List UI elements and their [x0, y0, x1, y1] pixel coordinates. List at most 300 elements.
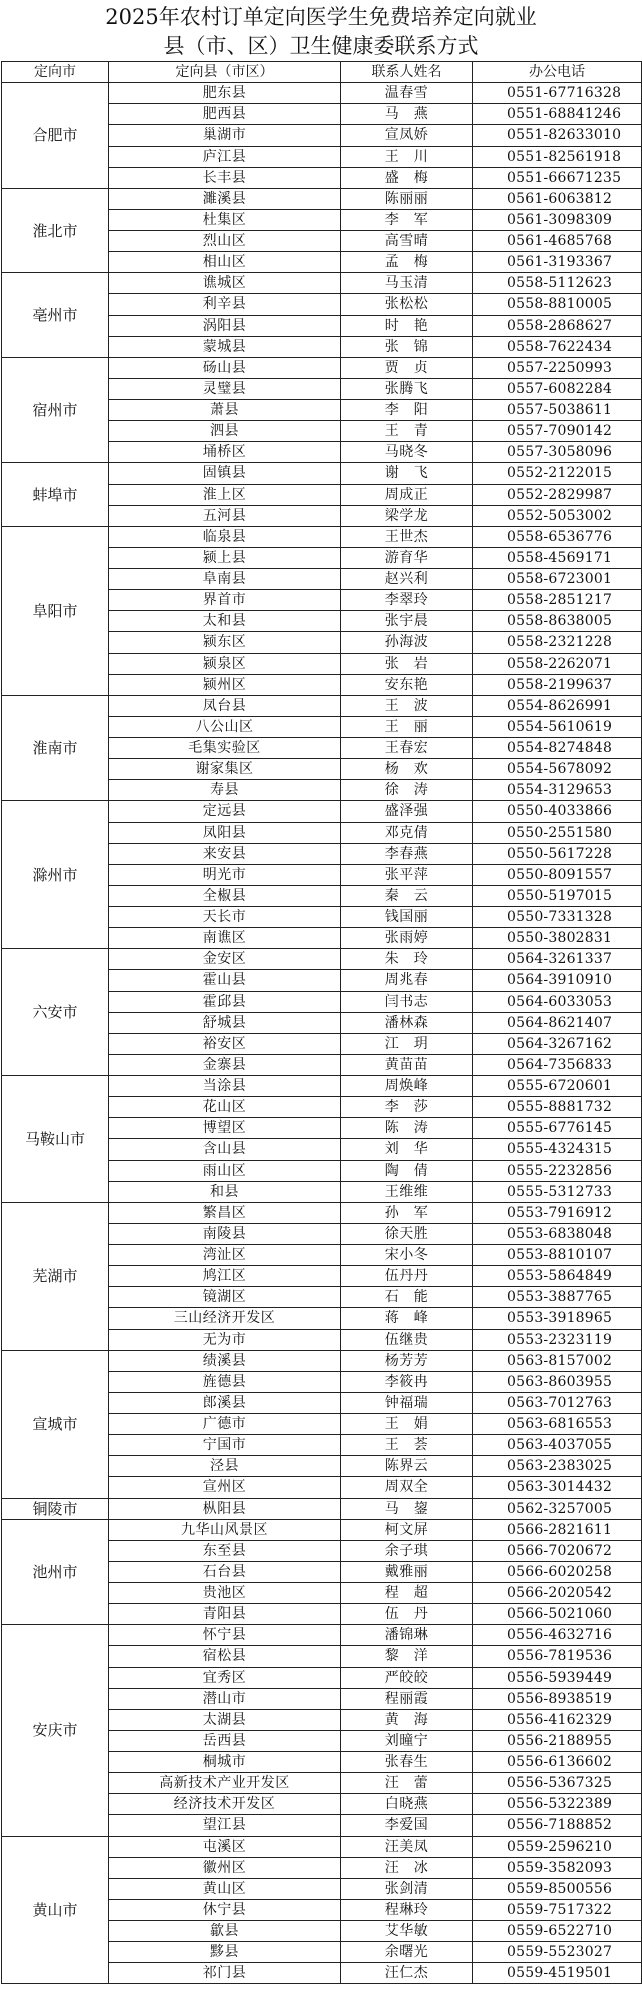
contact-cell: 贾 贞	[341, 357, 473, 378]
phone-cell: 0558-2262071	[473, 653, 642, 674]
county-cell: 蒙城县	[109, 336, 341, 357]
contact-cell: 马 鋆	[341, 1498, 473, 1519]
phone-cell: 0553-7916912	[473, 1202, 642, 1223]
contact-cell: 陈丽丽	[341, 188, 473, 209]
county-cell: 毛集实验区	[109, 738, 341, 759]
phone-cell: 0559-3582093	[473, 1857, 642, 1878]
table-row	[2, 273, 642, 294]
contact-cell: 邓克倩	[341, 822, 473, 843]
phone-cell: 0562-3257005	[473, 1498, 642, 1519]
header-city: 定向市	[2, 62, 109, 83]
phone-cell: 0553-8810107	[473, 1245, 642, 1266]
phone-cell: 0554-5610619	[473, 716, 642, 737]
county-cell: 桐城市	[109, 1752, 341, 1773]
contact-cell: 李爱国	[341, 1815, 473, 1836]
phone-cell: 0563-8603955	[473, 1371, 642, 1392]
phone-cell: 0553-3918965	[473, 1308, 642, 1329]
phone-cell: 0554-3129653	[473, 780, 642, 801]
city-cell: 淮北市	[2, 188, 109, 273]
contact-cell: 王 娟	[341, 1414, 473, 1435]
county-cell: 绩溪县	[109, 1350, 341, 1371]
phone-cell: 0561-3098309	[473, 209, 642, 230]
county-cell: 烈山区	[109, 231, 341, 252]
contact-cell: 余曙光	[341, 1942, 473, 1963]
phone-cell: 0551-66671235	[473, 167, 642, 188]
county-cell: 肥东县	[109, 83, 341, 104]
contact-cell: 张雨婷	[341, 928, 473, 949]
contact-cell: 梁学龙	[341, 505, 473, 526]
county-cell: 砀山县	[109, 357, 341, 378]
county-cell: 天长市	[109, 907, 341, 928]
contact-cell: 汪美凤	[341, 1836, 473, 1857]
phone-cell: 0564-3261337	[473, 949, 642, 970]
table-row	[2, 463, 642, 484]
phone-cell: 0558-8638005	[473, 611, 642, 632]
county-cell: 巢湖市	[109, 125, 341, 146]
phone-cell: 0557-2250993	[473, 357, 642, 378]
phone-cell: 0553-5864849	[473, 1266, 642, 1287]
phone-cell: 0566-2020542	[473, 1583, 642, 1604]
contact-cell: 盛泽强	[341, 801, 473, 822]
county-cell: 黟县	[109, 1942, 341, 1963]
phone-cell: 0556-5322389	[473, 1794, 642, 1815]
phone-cell: 0556-6136602	[473, 1752, 642, 1773]
contact-cell: 戴雅丽	[341, 1561, 473, 1582]
contact-cell: 马 燕	[341, 104, 473, 125]
phone-cell: 0558-2851217	[473, 590, 642, 611]
county-cell: 含山县	[109, 1139, 341, 1160]
table-row	[2, 1519, 642, 1540]
contact-cell: 程琳玲	[341, 1899, 473, 1920]
county-cell: 徽州区	[109, 1857, 341, 1878]
contact-cell: 钟福瑞	[341, 1392, 473, 1413]
city-cell: 淮南市	[2, 695, 109, 801]
phone-cell: 0557-3058096	[473, 442, 642, 463]
table-row	[2, 1076, 642, 1097]
contact-cell: 游育华	[341, 547, 473, 568]
phone-cell: 0559-2596210	[473, 1836, 642, 1857]
county-cell: 凤台县	[109, 695, 341, 716]
contact-cell: 王世杰	[341, 526, 473, 547]
header-phone: 办公电话	[473, 62, 642, 83]
phone-cell: 0558-6536776	[473, 526, 642, 547]
county-cell: 利辛县	[109, 294, 341, 315]
county-cell: 明光市	[109, 864, 341, 885]
phone-cell: 0563-6816553	[473, 1414, 642, 1435]
phone-cell: 0564-3267162	[473, 1033, 642, 1054]
county-cell: 屯溪区	[109, 1836, 341, 1857]
phone-cell: 0558-7622434	[473, 336, 642, 357]
contact-cell: 安东艳	[341, 674, 473, 695]
contact-cell: 张 锦	[341, 336, 473, 357]
city-cell: 安庆市	[2, 1625, 109, 1836]
phone-cell: 0561-3193367	[473, 252, 642, 273]
contact-cell: 周成正	[341, 484, 473, 505]
phone-cell: 0558-4569171	[473, 547, 642, 568]
phone-cell: 0563-3014432	[473, 1477, 642, 1498]
county-cell: 枞阳县	[109, 1498, 341, 1519]
contact-cell: 张 岩	[341, 653, 473, 674]
table-row	[2, 357, 642, 378]
county-cell: 金寨县	[109, 1054, 341, 1075]
county-cell: 凤阳县	[109, 822, 341, 843]
phone-cell: 0566-7020672	[473, 1540, 642, 1561]
county-cell: 太和县	[109, 611, 341, 632]
contact-cell: 闫书志	[341, 991, 473, 1012]
county-cell: 八公山区	[109, 716, 341, 737]
phone-cell: 0566-6020258	[473, 1561, 642, 1582]
phone-cell: 0550-5197015	[473, 885, 642, 906]
city-cell: 池州市	[2, 1519, 109, 1625]
table-row	[2, 801, 642, 822]
contact-cell: 王 青	[341, 421, 473, 442]
table-body	[2, 83, 642, 1984]
county-cell: 淮上区	[109, 484, 341, 505]
contact-cell: 马晓冬	[341, 442, 473, 463]
county-cell: 阜南县	[109, 569, 341, 590]
phone-cell: 0554-8274848	[473, 738, 642, 759]
table-row	[2, 526, 642, 547]
contact-cell: 黎 洋	[341, 1646, 473, 1667]
city-cell: 亳州市	[2, 273, 109, 358]
county-cell: 定远县	[109, 801, 341, 822]
phone-cell: 0556-4162329	[473, 1709, 642, 1730]
contact-cell: 盛 梅	[341, 167, 473, 188]
contact-cell: 刘 华	[341, 1139, 473, 1160]
city-cell: 合肥市	[2, 83, 109, 189]
phone-cell: 0555-6720601	[473, 1076, 642, 1097]
county-cell: 郎溪县	[109, 1392, 341, 1413]
county-cell: 裕安区	[109, 1033, 341, 1054]
contact-cell: 汪仁杰	[341, 1963, 473, 1984]
county-cell: 宁国市	[109, 1435, 341, 1456]
county-cell: 休宁县	[109, 1899, 341, 1920]
phone-cell: 0555-8881732	[473, 1097, 642, 1118]
contact-cell: 张春生	[341, 1752, 473, 1773]
phone-cell: 0557-7090142	[473, 421, 642, 442]
phone-cell: 0563-7012763	[473, 1392, 642, 1413]
phone-cell: 0553-3887765	[473, 1287, 642, 1308]
contact-cell: 黄苗苗	[341, 1054, 473, 1075]
phone-cell: 0564-3910910	[473, 970, 642, 991]
phone-cell: 0559-4519501	[473, 1963, 642, 1984]
county-cell: 雨山区	[109, 1160, 341, 1181]
contact-cell: 石 能	[341, 1287, 473, 1308]
contact-cell: 潘锦琳	[341, 1625, 473, 1646]
contact-cell: 张宇晨	[341, 611, 473, 632]
contact-cell: 张松松	[341, 294, 473, 315]
phone-cell: 0550-3802831	[473, 928, 642, 949]
county-cell: 繁昌区	[109, 1202, 341, 1223]
table-row	[2, 1350, 642, 1371]
county-cell: 全椒县	[109, 885, 341, 906]
phone-cell: 0563-4037055	[473, 1435, 642, 1456]
phone-cell: 0563-2383025	[473, 1456, 642, 1477]
phone-cell: 0564-6033053	[473, 991, 642, 1012]
county-cell: 霍邱县	[109, 991, 341, 1012]
contact-cell: 马玉清	[341, 273, 473, 294]
contact-cell: 李 军	[341, 209, 473, 230]
county-cell: 泾县	[109, 1456, 341, 1477]
county-cell: 湾沚区	[109, 1245, 341, 1266]
city-cell: 黄山市	[2, 1836, 109, 1984]
title-line-1: 2025年农村订单定向医学生免费培养定向就业	[105, 5, 537, 29]
county-cell: 颍东区	[109, 632, 341, 653]
phone-cell: 0566-2821611	[473, 1519, 642, 1540]
contact-cell: 张腾飞	[341, 378, 473, 399]
county-cell: 祁门县	[109, 1963, 341, 1984]
title-line-2: 县（市、区）卫生健康委联系方式	[163, 34, 479, 58]
phone-cell: 0555-4324315	[473, 1139, 642, 1160]
phone-cell: 0551-67716328	[473, 83, 642, 104]
contact-cell: 汪 蕾	[341, 1773, 473, 1794]
county-cell: 黄山区	[109, 1878, 341, 1899]
contact-cell: 严皎皎	[341, 1667, 473, 1688]
contact-cell: 宋小冬	[341, 1245, 473, 1266]
county-cell: 九华山风景区	[109, 1519, 341, 1540]
phone-cell: 0553-6838048	[473, 1223, 642, 1244]
contact-cell: 伍 丹	[341, 1604, 473, 1625]
phone-cell: 0551-68841246	[473, 104, 642, 125]
county-cell: 来安县	[109, 843, 341, 864]
county-cell: 谯城区	[109, 273, 341, 294]
county-cell: 石台县	[109, 1561, 341, 1582]
phone-cell: 0553-2323119	[473, 1329, 642, 1350]
header-contact: 联系人姓名	[341, 62, 473, 83]
contact-cell: 高雪晴	[341, 231, 473, 252]
county-cell: 相山区	[109, 252, 341, 273]
county-cell: 广德市	[109, 1414, 341, 1435]
city-cell: 六安市	[2, 949, 109, 1076]
contact-cell: 王春宏	[341, 738, 473, 759]
county-cell: 涡阳县	[109, 315, 341, 336]
county-cell: 庐江县	[109, 146, 341, 167]
contact-cell: 李 莎	[341, 1097, 473, 1118]
county-cell: 经济技术开发区	[109, 1794, 341, 1815]
contact-cell: 温春雪	[341, 83, 473, 104]
county-cell: 旌德县	[109, 1371, 341, 1392]
county-cell: 和县	[109, 1181, 341, 1202]
county-cell: 颍泉区	[109, 653, 341, 674]
contact-cell: 赵兴利	[341, 569, 473, 590]
phone-cell: 0558-2321228	[473, 632, 642, 653]
phone-cell: 0556-5939449	[473, 1667, 642, 1688]
county-cell: 界首市	[109, 590, 341, 611]
county-cell: 镜湖区	[109, 1287, 341, 1308]
phone-cell: 0558-5112623	[473, 273, 642, 294]
county-cell: 太湖县	[109, 1709, 341, 1730]
contact-cell: 钱国丽	[341, 907, 473, 928]
county-cell: 泗县	[109, 421, 341, 442]
contact-cell: 王 波	[341, 695, 473, 716]
phone-cell: 0555-6776145	[473, 1118, 642, 1139]
table-header	[2, 62, 642, 83]
contact-cell: 孟 梅	[341, 252, 473, 273]
contact-cell: 王 丽	[341, 716, 473, 737]
county-cell: 高新技术产业开发区	[109, 1773, 341, 1794]
contact-cell: 王维维	[341, 1181, 473, 1202]
document-title	[0, 0, 642, 61]
phone-cell: 0566-5021060	[473, 1604, 642, 1625]
county-cell: 五河县	[109, 505, 341, 526]
phone-cell: 0559-5523027	[473, 1942, 642, 1963]
county-cell: 杜集区	[109, 209, 341, 230]
phone-cell: 0551-82561918	[473, 146, 642, 167]
county-cell: 肥西县	[109, 104, 341, 125]
contact-cell: 周双全	[341, 1477, 473, 1498]
phone-cell: 0558-2868627	[473, 315, 642, 336]
phone-cell: 0556-2188955	[473, 1730, 642, 1751]
contact-cell: 朱 玲	[341, 949, 473, 970]
county-cell: 宿松县	[109, 1646, 341, 1667]
phone-cell: 0558-6723001	[473, 569, 642, 590]
phone-cell: 0556-7819536	[473, 1646, 642, 1667]
phone-cell: 0550-4033866	[473, 801, 642, 822]
table-row	[2, 1625, 642, 1646]
county-cell: 潜山市	[109, 1688, 341, 1709]
county-cell: 南谯区	[109, 928, 341, 949]
table-row	[2, 1202, 642, 1223]
phone-cell: 0558-8810005	[473, 294, 642, 315]
phone-cell: 0551-82633010	[473, 125, 642, 146]
county-cell: 宜秀区	[109, 1667, 341, 1688]
contact-cell: 谢 飞	[341, 463, 473, 484]
contact-cell: 张平萍	[341, 864, 473, 885]
county-cell: 萧县	[109, 400, 341, 421]
contact-cell: 时 艳	[341, 315, 473, 336]
county-cell: 当涂县	[109, 1076, 341, 1097]
contact-cell: 陈 涛	[341, 1118, 473, 1139]
county-cell: 宣州区	[109, 1477, 341, 1498]
contact-cell: 伍继贵	[341, 1329, 473, 1350]
county-cell: 鸠江区	[109, 1266, 341, 1287]
county-cell: 谢家集区	[109, 759, 341, 780]
contact-table	[1, 61, 642, 1984]
table-row	[2, 949, 642, 970]
phone-cell: 0550-8091557	[473, 864, 642, 885]
phone-cell: 0563-8157002	[473, 1350, 642, 1371]
phone-cell: 0552-2122015	[473, 463, 642, 484]
county-cell: 无为市	[109, 1329, 341, 1350]
contact-cell: 王 荟	[341, 1435, 473, 1456]
county-cell: 南陵县	[109, 1223, 341, 1244]
contact-cell: 陈界云	[341, 1456, 473, 1477]
contact-cell: 杨 欢	[341, 759, 473, 780]
contact-cell: 程 超	[341, 1583, 473, 1604]
phone-cell: 0552-2829987	[473, 484, 642, 505]
county-cell: 三山经济开发区	[109, 1308, 341, 1329]
county-cell: 怀宁县	[109, 1625, 341, 1646]
contact-cell: 艾华敏	[341, 1921, 473, 1942]
table-row	[2, 83, 642, 104]
phone-cell: 0559-7517322	[473, 1899, 642, 1920]
header-row	[2, 62, 642, 83]
contact-cell: 白晓燕	[341, 1794, 473, 1815]
county-cell: 贵池区	[109, 1583, 341, 1604]
phone-cell: 0559-8500556	[473, 1878, 642, 1899]
header-county: 定向县（市区）	[109, 62, 341, 83]
contact-cell: 柯文屏	[341, 1519, 473, 1540]
phone-cell: 0550-5617228	[473, 843, 642, 864]
phone-cell: 0556-7188852	[473, 1815, 642, 1836]
table-row	[2, 188, 642, 209]
phone-cell: 0561-6063812	[473, 188, 642, 209]
city-cell: 铜陵市	[2, 1498, 109, 1519]
city-cell: 阜阳市	[2, 526, 109, 695]
county-cell: 霍山县	[109, 970, 341, 991]
county-cell: 颍上县	[109, 547, 341, 568]
contact-cell: 伍丹丹	[341, 1266, 473, 1287]
county-cell: 长丰县	[109, 167, 341, 188]
county-cell: 东至县	[109, 1540, 341, 1561]
table-row	[2, 1498, 642, 1519]
county-cell: 望江县	[109, 1815, 341, 1836]
county-cell: 青阳县	[109, 1604, 341, 1625]
phone-cell: 0558-2199637	[473, 674, 642, 695]
city-cell: 滁州市	[2, 801, 109, 949]
phone-cell: 0550-2551580	[473, 822, 642, 843]
contact-cell: 汪 冰	[341, 1857, 473, 1878]
county-cell: 颍州区	[109, 674, 341, 695]
contact-cell: 刘曈宁	[341, 1730, 473, 1751]
contact-cell: 徐 涛	[341, 780, 473, 801]
phone-cell: 0554-5678092	[473, 759, 642, 780]
contact-cell: 李筱冉	[341, 1371, 473, 1392]
county-cell: 岳西县	[109, 1730, 341, 1751]
contact-cell: 周兆春	[341, 970, 473, 991]
county-cell: 博望区	[109, 1118, 341, 1139]
county-cell: 濉溪县	[109, 188, 341, 209]
county-cell: 固镇县	[109, 463, 341, 484]
phone-cell: 0564-7356833	[473, 1054, 642, 1075]
contact-cell: 蒋 峰	[341, 1308, 473, 1329]
contact-cell: 孙 军	[341, 1202, 473, 1223]
county-cell: 灵璧县	[109, 378, 341, 399]
contact-cell: 徐天胜	[341, 1223, 473, 1244]
county-cell: 歙县	[109, 1921, 341, 1942]
contact-cell: 张剑清	[341, 1878, 473, 1899]
phone-cell: 0552-5053002	[473, 505, 642, 526]
contact-cell: 杨芳芳	[341, 1350, 473, 1371]
phone-cell: 0556-5367325	[473, 1773, 642, 1794]
city-cell: 宿州市	[2, 357, 109, 463]
phone-cell: 0556-4632716	[473, 1625, 642, 1646]
phone-cell: 0561-4685768	[473, 231, 642, 252]
contact-cell: 李春燕	[341, 843, 473, 864]
phone-cell: 0550-7331328	[473, 907, 642, 928]
contact-cell: 余子琪	[341, 1540, 473, 1561]
contact-cell: 黄 海	[341, 1709, 473, 1730]
contact-cell: 秦 云	[341, 885, 473, 906]
county-cell: 临泉县	[109, 526, 341, 547]
phone-cell: 0559-6522710	[473, 1921, 642, 1942]
county-cell: 舒城县	[109, 1012, 341, 1033]
contact-cell: 李 阳	[341, 400, 473, 421]
contact-cell: 李翠玲	[341, 590, 473, 611]
contact-cell: 宣凤娇	[341, 125, 473, 146]
contact-cell: 潘林森	[341, 1012, 473, 1033]
phone-cell: 0564-8621407	[473, 1012, 642, 1033]
phone-cell: 0556-8938519	[473, 1688, 642, 1709]
table-row	[2, 695, 642, 716]
county-cell: 埇桥区	[109, 442, 341, 463]
city-cell: 宣城市	[2, 1350, 109, 1498]
county-cell: 金安区	[109, 949, 341, 970]
contact-cell: 程丽霞	[341, 1688, 473, 1709]
city-cell: 蚌埠市	[2, 463, 109, 526]
city-cell: 马鞍山市	[2, 1076, 109, 1203]
contact-cell: 陶 倩	[341, 1160, 473, 1181]
